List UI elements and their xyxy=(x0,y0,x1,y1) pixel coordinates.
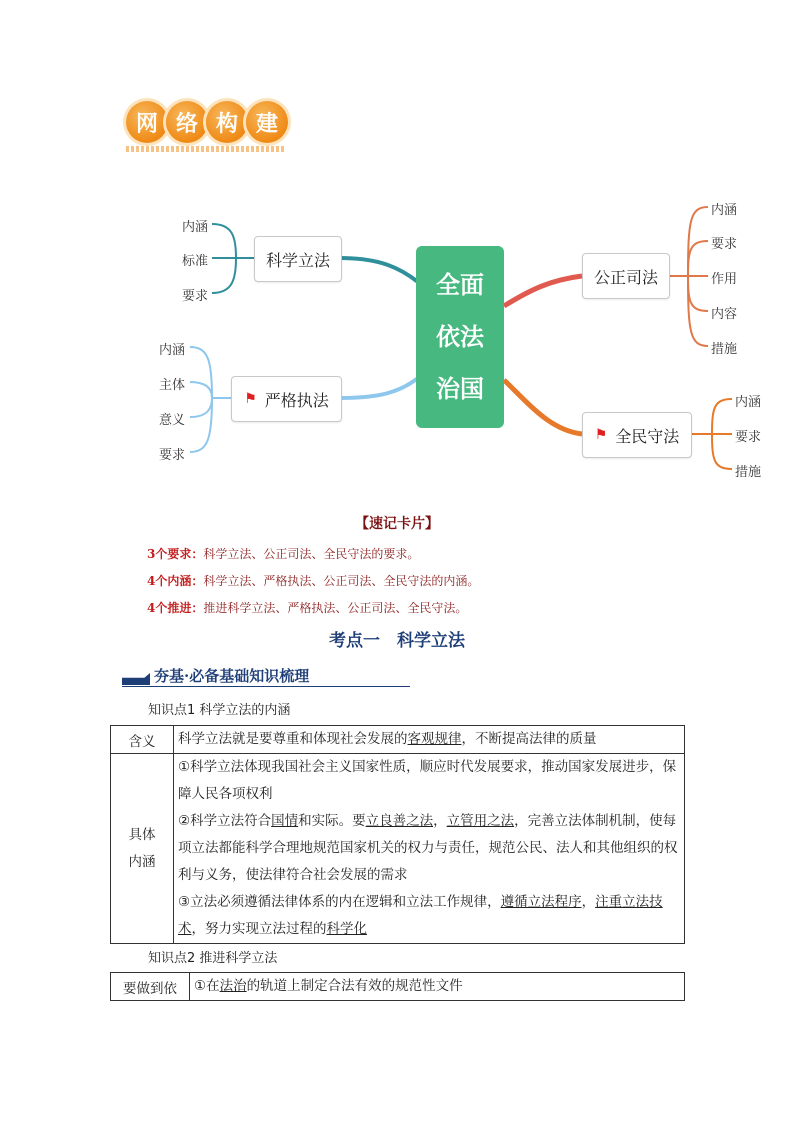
p2-u1: 国情 xyxy=(271,813,299,829)
branch-enforcement-label: 严格执法 xyxy=(264,390,329,410)
connector-enforcement xyxy=(340,378,418,398)
branch-strict-enforcement xyxy=(231,376,342,422)
row-meaning-content xyxy=(174,726,685,754)
leaf-enforcement-1: 内涵 xyxy=(159,343,186,358)
header-badge-1: 网 xyxy=(126,101,168,143)
p3-u2: 注重立法技术 xyxy=(178,894,663,937)
branch-science-legislation xyxy=(254,236,342,282)
table-row xyxy=(111,754,685,944)
branch-justice-label: 公正司法 xyxy=(593,267,658,287)
memory-card-title: 【速记卡片】 xyxy=(355,516,439,532)
memory-card-label-2: 4个内涵： xyxy=(147,574,204,588)
p2-u2: 立良善之法 xyxy=(365,813,434,829)
memory-card-label-3: 4个推进： xyxy=(147,601,204,615)
connector-compliance xyxy=(504,380,582,434)
justice-leaf-lines xyxy=(668,207,708,346)
leaf-enforcement-4: 要求 xyxy=(159,448,186,463)
row-head-requirement: 要做到依 xyxy=(111,973,190,1001)
leaf-science-1: 内涵 xyxy=(182,220,209,235)
leaf-justice-4: 内容 xyxy=(711,307,738,322)
memory-card-text-2: 科学立法、严格执法、公正司法、全民守法的内涵。 xyxy=(203,574,480,588)
p2-b: 和实际。要 xyxy=(298,813,366,829)
connotation-head-text: 具体内涵 xyxy=(128,826,156,870)
leaf-science-3: 要求 xyxy=(182,289,209,304)
p2-a: ②科学立法符合 xyxy=(178,813,272,829)
meaning-post: ，不断提高法律的质量 xyxy=(461,731,597,747)
connotation-p3 xyxy=(178,889,680,943)
header-badge-4: 建 xyxy=(246,101,288,143)
leaf-science-2: 标准 xyxy=(182,254,209,269)
compliance-leaf-lines xyxy=(690,399,732,469)
leaf-justice-3: 作用 xyxy=(711,272,738,287)
p2-u3: 立管用之法 xyxy=(446,813,515,829)
memory-card-text-1: 科学立法、公正司法、全民守法的要求。 xyxy=(203,547,420,561)
p3-u3: 科学化 xyxy=(326,921,367,937)
knowledge1-label: 知识点1 科学立法的内涵 xyxy=(148,703,291,718)
req-pre: ①在 xyxy=(194,978,220,994)
center-line-3: 治国 xyxy=(436,375,484,403)
leaf-enforcement-3: 意义 xyxy=(159,413,186,428)
meaning-underline: 客观规律 xyxy=(407,731,462,747)
leaf-compliance-1: 内涵 xyxy=(735,395,762,410)
leaf-enforcement-2: 主体 xyxy=(159,378,186,393)
center-line-1: 全面 xyxy=(436,271,484,299)
row-head-meaning: 含义 xyxy=(111,726,174,754)
mindmap-center xyxy=(416,246,504,428)
memory-card-line-3 xyxy=(147,599,467,616)
knowledge2-label: 知识点2 推进科学立法 xyxy=(148,951,278,966)
exam-point-title: 考点一 科学立法 xyxy=(329,631,465,651)
row-head-connotation xyxy=(111,754,174,944)
leaf-justice-1: 内涵 xyxy=(711,203,738,218)
branch-compliance-label: 全民守法 xyxy=(615,426,680,446)
leaf-compliance-2: 要求 xyxy=(735,430,762,445)
row-requirement-content xyxy=(190,973,685,1001)
enforcement-leaf-lines xyxy=(190,347,231,452)
memory-card-text-3: 推进科学立法、严格执法、公正司法、全民守法。 xyxy=(203,601,468,615)
header-badge-2: 络 xyxy=(166,101,208,143)
section-rule xyxy=(122,686,410,687)
branch-science-label: 科学立法 xyxy=(265,250,330,270)
knowledge2-table xyxy=(110,972,685,1001)
center-line-2: 依法 xyxy=(436,323,484,351)
leaf-justice-5: 措施 xyxy=(711,342,738,357)
flag-icon: ⚑ xyxy=(594,427,608,443)
branch-universal-compliance xyxy=(582,412,692,458)
header-badge-3: 构 xyxy=(206,101,248,143)
memory-card-line-2 xyxy=(147,572,479,589)
branch-fair-justice xyxy=(582,253,670,299)
connector-science xyxy=(340,258,418,282)
req-post: 的轨道上制定合法有效的规范性文件 xyxy=(246,978,463,994)
memory-card-line-1 xyxy=(147,545,419,562)
table-row xyxy=(111,726,685,754)
leaf-compliance-3: 措施 xyxy=(735,465,762,480)
leaf-justice-2: 要求 xyxy=(711,237,738,252)
section-bar-icon xyxy=(122,673,150,685)
connotation-p2 xyxy=(178,808,680,889)
connotation-p1: ①科学立法体现我国社会主义国家性质，顺应时代发展要求，推动国家发展进步，保障人民各项权利 xyxy=(178,759,677,802)
p3-b: ， xyxy=(581,894,596,910)
p3-u1: 遵循立法程序 xyxy=(500,894,582,910)
row-connotation-content xyxy=(174,754,685,944)
p3-a: ③立法必须遵循法律体系的内在逻辑和立法工作规律， xyxy=(178,894,501,910)
table-row xyxy=(111,973,685,1001)
knowledge1-table xyxy=(110,725,685,944)
p2-c: ， xyxy=(433,813,447,829)
section-title: 夯基·必备基础知识梳理 xyxy=(154,667,310,685)
p3-c: ，努力实现立法过程的 xyxy=(191,921,327,937)
meaning-pre: 科学立法就是要尊重和体现社会发展的 xyxy=(178,731,408,747)
p2-d: ，完善立法体制机制，使每项立法都能科学合理地规范国家机关的权力与责任，规范公民、法人和其他组织的权利与义务，使法律符合社会发展的需求 xyxy=(178,813,678,883)
flag-icon: ⚑ xyxy=(244,391,257,407)
req-underline: 法治 xyxy=(219,978,247,994)
science-leaf-lines xyxy=(212,224,254,293)
connector-justice xyxy=(504,276,582,306)
memory-card-label-1: 3个要求： xyxy=(147,547,204,561)
